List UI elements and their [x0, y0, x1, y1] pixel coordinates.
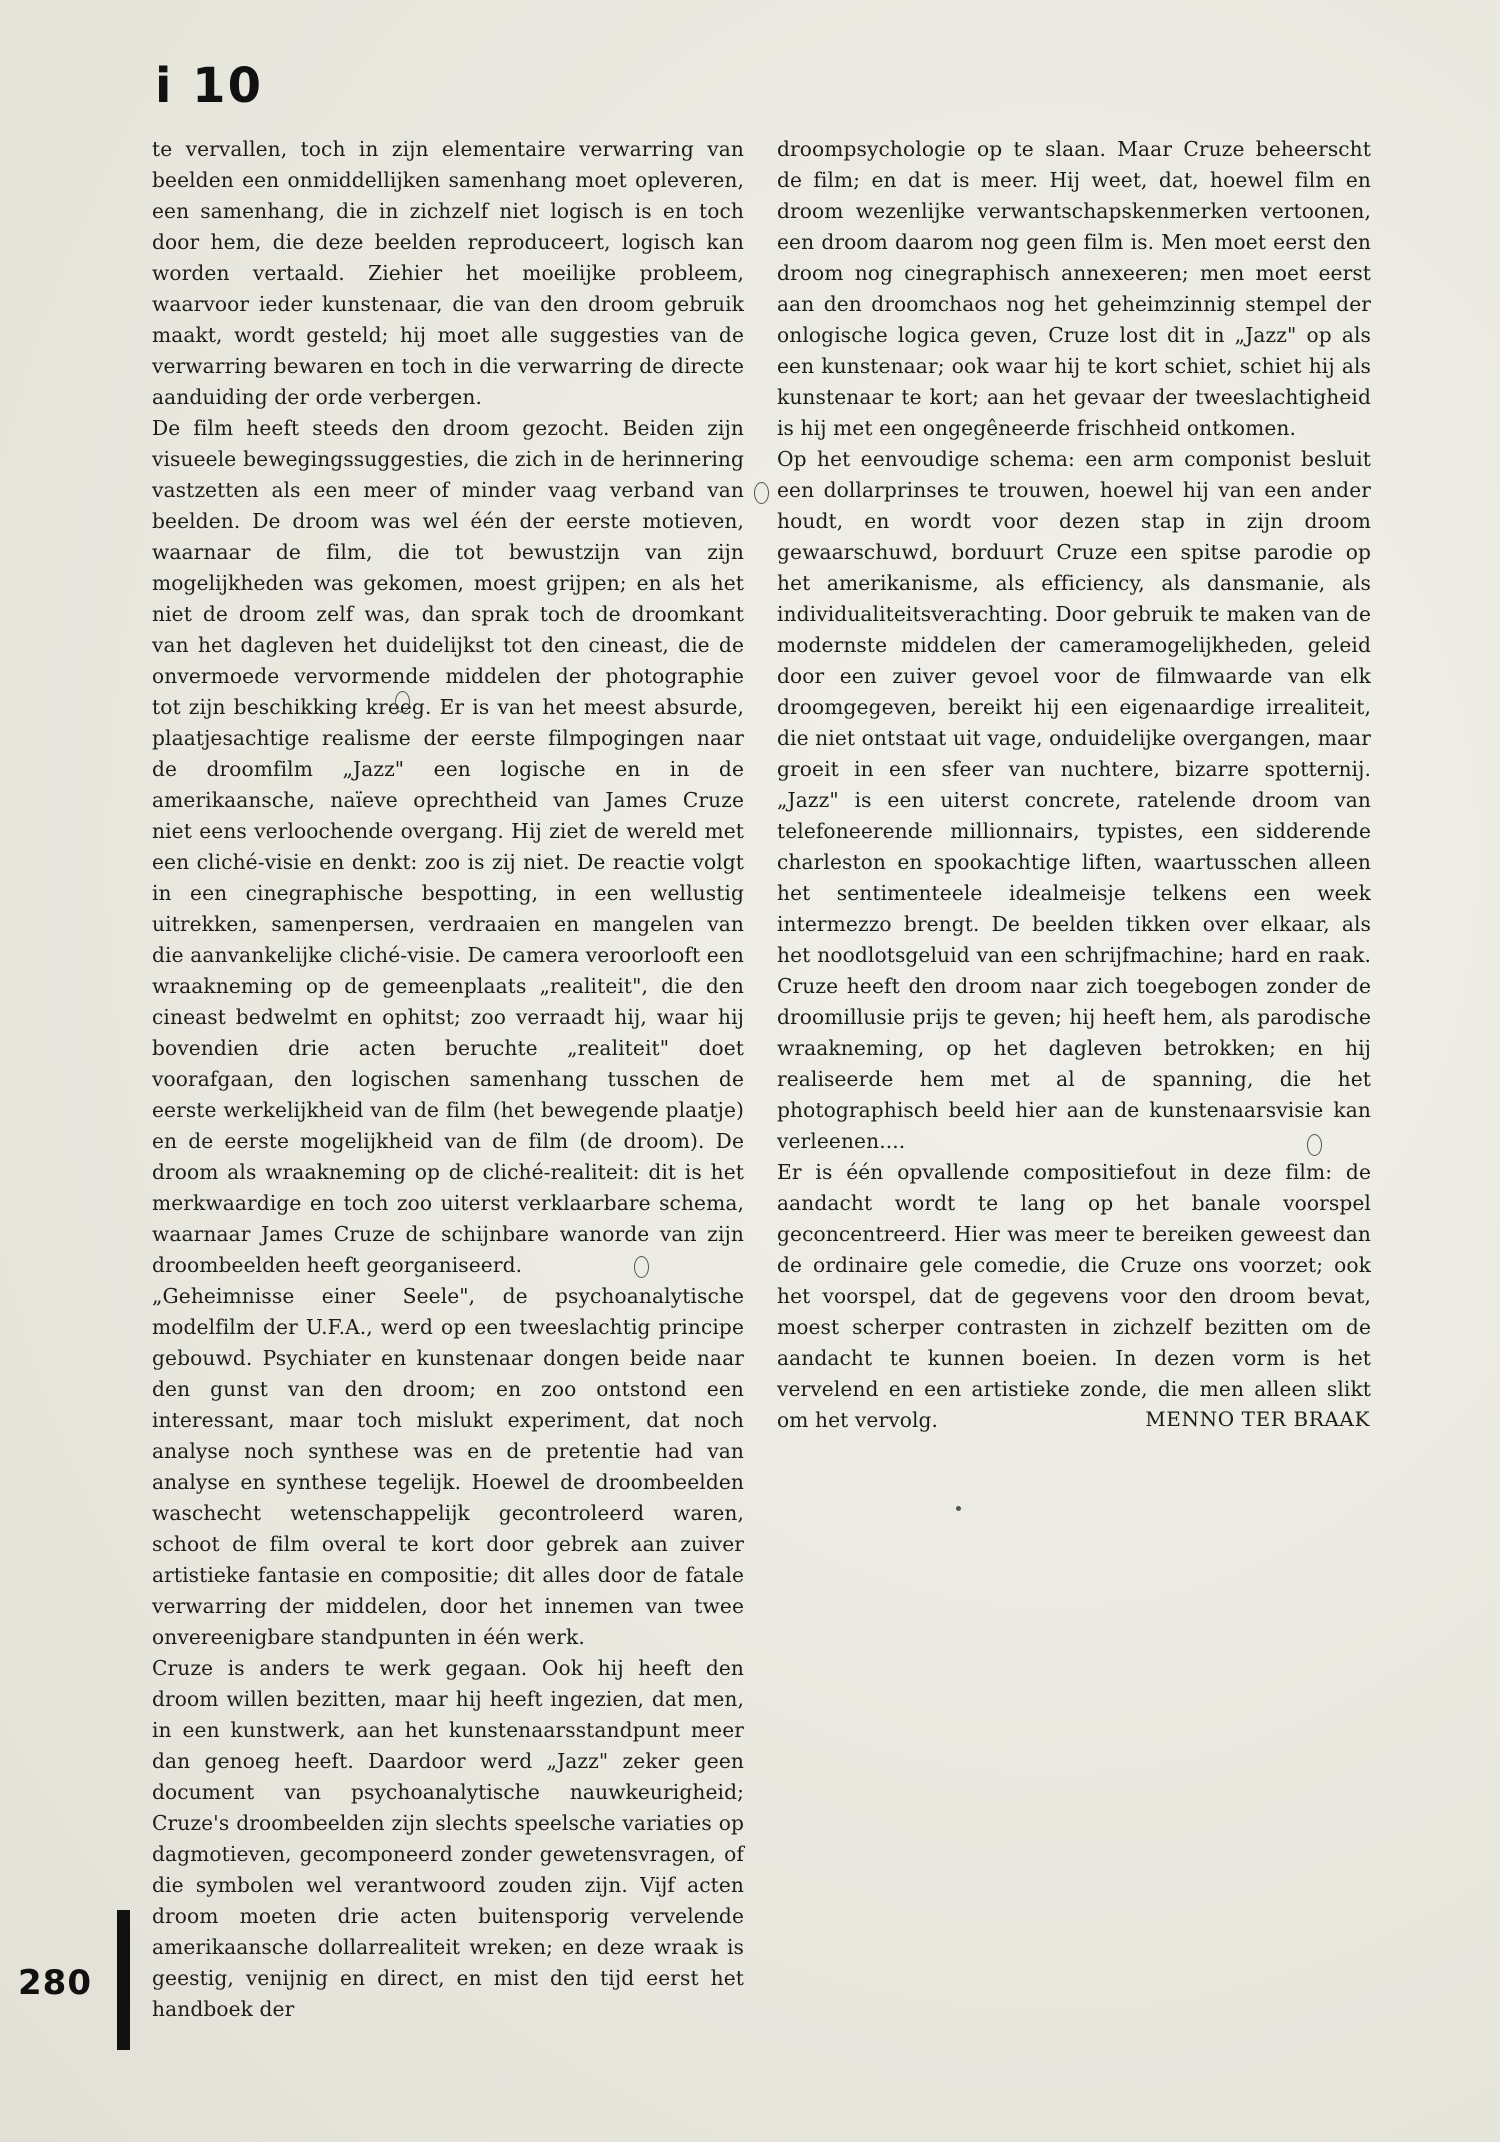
right-paragraph-2: Op het eenvoudige schema: een arm componist besluit een dollarprinses te trouwen, hoewel hij van een ander houdt, en wordt voor dezen stap in zijn droom gewaarschuwd, borduurt Cruze een spitse parodie op het amerikanisme, als efficiency, als dansmanie, als individualiteitsverachting. Door gebruik te maken van de modernste middelen der cameramogelijkheden, geleid door een zuiver gevoel voor de filmwaarde van elk droomgegeven, bereikt hij een eigenaardige irrealiteit, die niet ontstaat uit vage, onduidelijke overgangen, maar groeit in een sfeer van nuchtere, bizarre spotternij. „Jazz" is een uiterst concrete, ratelende droom van telefoneerende millionnairs, typistes, een sidderende charleston en spookachtige liften, waartusschen alleen het sentimenteele idealmeisje telkens een week intermezzo brengt. De beelden tikken over elkaar, als het noodlotsgeluid van een schrijfmachine; hard en raak. Cruze heeft den droom naar zich toegebogen zonder de droomillusie prijs te geven; hij heeft hem, als parodische wraakneming, op het dagleven betrokken; en hij realiseerde hem met al de spanning, die het photographisch beeld hier aan de kunstenaarsvisie kan verleenen....	[777, 447, 1371, 1153]
pencil-circle-mark	[395, 691, 410, 713]
right-column	[777, 134, 1371, 1436]
masthead: i 10	[155, 58, 263, 114]
pencil-circle-mark	[754, 482, 769, 504]
left-column	[152, 134, 744, 2025]
right-paragraph-3: Er is één opvallende compositiefout in deze film: de aandacht wordt te lang op het banale voorspel geconcentreerd. Hier was meer te bereiken geweest dan de ordinaire gele comedie, die Cruze ons voorzet; ook het voorspel, dat de gegevens voor den droom bevat, moest scherper contrasten in zichzelf bezitten om de aandacht te kunnen boeien. In dezen vorm is het vervelend en een artistieke zonde, die men alleen slikt om het vervolg.	[777, 1160, 1371, 1432]
right-paragraph-1: droompsychologie op te slaan. Maar Cruze beheerscht de film; en dat is meer. Hij weet, dat, hoewel film en droom wezenlijke verwantschapskenmerken vertoonen, een droom daarom nog geen film is. Men moet eerst den droom nog cinegraphisch annexeeren; men moet eerst aan den droomchaos nog het geheimzinnig stempel der onlogische logica geven, Cruze lost dit in „Jazz" op als een kunstenaar; ook waar hij te kort schiet, schiet hij als kunstenaar te kort; aan het gevaar der tweeslachtigheid is hij met een ongegêneerde frischheid ontkomen.	[777, 137, 1371, 440]
margin-rule	[117, 1910, 130, 2050]
left-paragraph-3: „Geheimnisse einer Seele", de psychoanalytische modelfilm der U.F.A., werd op een tweeslachtig principe gebouwd. Psychiater en kunstenaar dongen beide naar den gunst van den droom; en zoo ontstond een interessant, maar toch mislukt experiment, dat noch analyse noch synthese was en de pretentie had van analyse en synthese tegelijk. Hoewel de droombeelden waschecht wetenschappelijk gecontroleerd waren, schoot de film overal te kort door gebrek aan zuiver artistieke fantasie en compositie; dit alles door de fatale verwarring der middelen, door het innemen van twee onvereenigbare standpunten in één werk.	[152, 1284, 744, 1649]
left-paragraph-2: De film heeft steeds den droom gezocht. Beiden zijn visueele bewegingssuggesties, die zich in de herinnering vastzetten als een meer of minder vaag verband van beelden. De droom was wel één der eerste motieven, waarnaar de film, die tot bewustzijn van zijn mogelijkheden was gekomen, moest grijpen; en als het niet de droom zelf was, dan sprak toch de droomkant van het dagleven het duidelijkst tot den cineast, die de onvermoede vervormende middelen der photographie tot zijn beschikking kreeg. Er is van het meest absurde, plaatjesachtige realisme der eerste filmpogingen naar de droomfilm „Jazz" een logische en in de amerikaansche, naïeve oprechtheid van James Cruze niet eens verloochende overgang. Hij ziet de wereld met een cliché-visie en denkt: zoo is zij niet. De reactie volgt in een cinegraphische bespotting, in een wellustig uitrekken, samenpersen, verdraaien en mangelen van die aanvankelijke cliché-visie. De camera veroorlooft een wraakneming op de gemeenplaats „realiteit", die den cineast bedwelmt en ophitst; zoo verraadt hij, waar hij bovendien drie acten beruchte „realiteit" doet voorafgaan, den logischen samenhang tusschen de eerste werkelijkheid van de film (het bewegende plaatje) en de eerste mogelijkheid van de film (de droom). De droom als wraakneming op de cliché-realiteit: dit is het merkwaardige en toch zoo uiterst verklaarbare schema, waarnaar James Cruze de schijnbare wanorde van zijn droombeelden heeft georganiseerd.	[152, 416, 744, 1277]
ink-speck	[956, 1506, 961, 1511]
pencil-circle-mark	[1307, 1134, 1322, 1156]
pencil-circle-mark	[634, 1256, 649, 1278]
left-paragraph-4: Cruze is anders te werk gegaan. Ook hij heeft den droom willen bezitten, maar hij heeft ingezien, dat men, in een kunstwerk, aan het kunstenaarsstandpunt meer dan genoeg heeft. Daardoor werd „Jazz" zeker geen document van psychoanalytische nauwkeurigheid; Cruze's droombeelden zijn slechts speelsche variaties op dagmotieven, gecomponeerd zonder gewetensvragen, of die symbolen wel verantwoord zouden zijn. Vijf acten droom moeten drie acten buitensporig vervelende amerikaansche dollarrealiteit wreken; en deze wraak is geestig, venijnig en direct, en mist den tijd eerst het handboek der	[152, 1656, 744, 2021]
author-signature: MENNO TER BRAAK	[1145, 1407, 1370, 1431]
left-paragraph-1: te vervallen, toch in zijn elementaire verwarring van beelden een onmiddellijken samenhang moet opleveren, een samenhang, die in zichzelf niet logisch is en toch door hem, die deze beelden reproduceert, logisch kan worden vertaald. Ziehier het moeilijke probleem, waarvoor ieder kunstenaar, die van den droom gebruik maakt, wordt gesteld; hij moet alle suggesties van de verwarring bewaren en toch in die verwarring de directe aanduiding der orde verbergen.	[152, 137, 744, 409]
page-number: 280	[18, 1963, 92, 2003]
